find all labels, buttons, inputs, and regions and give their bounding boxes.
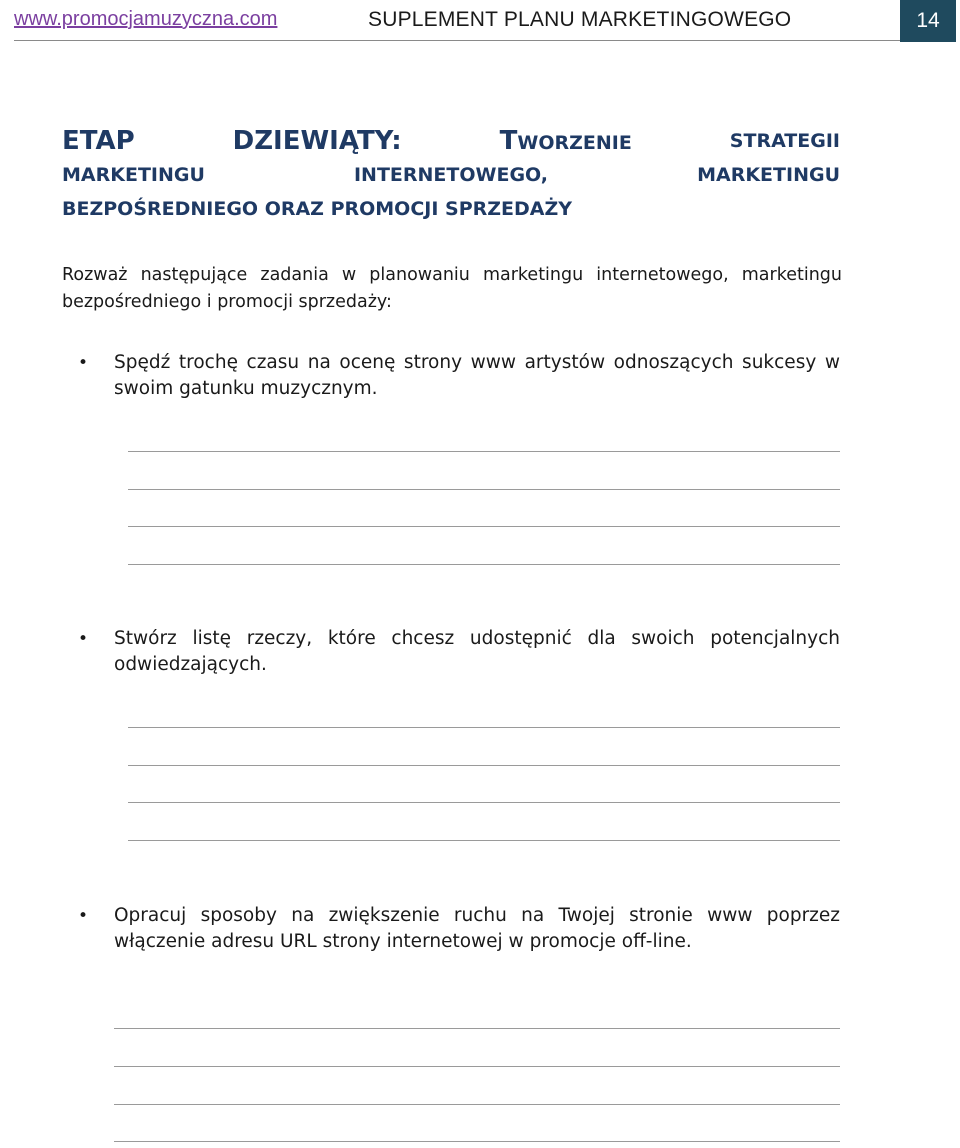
- bullet-symbol: •: [78, 906, 89, 926]
- heading-initial: T: [499, 126, 518, 156]
- bullet-text: Spędź trochę czasu na ocenę strony www artystów odnoszących sukcesy w swoim gatunku muzycznym.: [114, 352, 840, 399]
- answer-line[interactable]: [128, 765, 840, 766]
- answer-line[interactable]: [128, 564, 840, 565]
- site-link[interactable]: www.promocjamuzyczna.com: [14, 8, 278, 30]
- header-title: SUPLEMENT PLANU MARKETINGOWEGO: [368, 8, 792, 31]
- bullet-text: Opracuj sposoby na zwiększenie ruchu na Twojej stronie www poprzez włączenie adresu URL strony internetowej w promocje off-line.: [114, 905, 840, 952]
- page-number: 14: [916, 9, 940, 32]
- answer-line[interactable]: [128, 489, 840, 490]
- bullet-text: Stwórz listę rzeczy, które chcesz udostępnić dla swoich potencjalnych odwiedzających.: [114, 628, 840, 675]
- bullet-symbol: •: [78, 629, 89, 649]
- answer-line[interactable]: [114, 1066, 840, 1067]
- heading-word: BEZPOŚREDNIEGO ORAZ PROMOCJI SPRZEDAŻY: [62, 198, 573, 220]
- answer-line[interactable]: [114, 1028, 840, 1029]
- section-heading: [62, 124, 840, 226]
- heading-word: STRATEGII: [729, 130, 840, 152]
- heading-word: ETAP: [62, 126, 135, 156]
- heading-word: DZIEWIĄTY:: [232, 126, 402, 156]
- answer-line[interactable]: [128, 727, 840, 728]
- header-divider: [14, 40, 900, 41]
- heading-line-1: [62, 124, 840, 158]
- answer-line[interactable]: [128, 451, 840, 452]
- answer-line[interactable]: [114, 1141, 840, 1142]
- heading-line-2: [62, 158, 840, 192]
- heading-rest: WORZENIE: [517, 132, 632, 154]
- heading-word: MARKETINGU: [697, 164, 840, 186]
- answer-line[interactable]: [128, 526, 840, 527]
- bullet-symbol: •: [78, 353, 89, 373]
- page-number-badge: [900, 0, 956, 42]
- intro-paragraph: Rozważ następujące zadania w planowaniu marketingu internetowego, marketingu bezpośredniego i promocji sprzedaży:: [62, 265, 842, 312]
- page-header: [0, 0, 960, 44]
- answer-line[interactable]: [128, 802, 840, 803]
- heading-word: MARKETINGU: [62, 164, 205, 186]
- heading-line-3: [62, 192, 840, 226]
- answer-line[interactable]: [128, 840, 840, 841]
- heading-word: [500, 124, 632, 158]
- answer-line[interactable]: [114, 1104, 840, 1105]
- heading-word: INTERNETOWEGO,: [353, 164, 549, 186]
